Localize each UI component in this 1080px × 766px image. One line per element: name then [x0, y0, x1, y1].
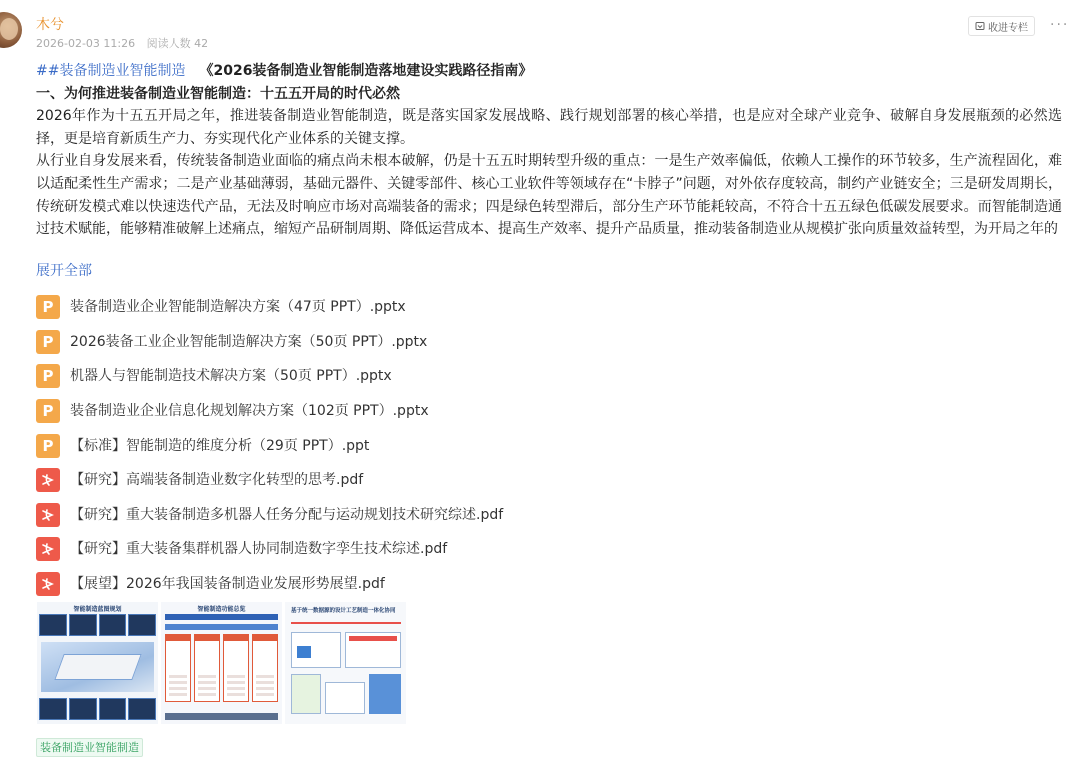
post-title-line	[36, 60, 1062, 83]
hashtag-link[interactable]: ##装备制造业智能制造	[36, 63, 186, 79]
attachment-name[interactable]: 装备制造业企业信息化规划解决方案（102页 PPT）.pptx	[70, 403, 429, 420]
attachment-item[interactable]	[36, 325, 736, 360]
attachment-name[interactable]: 2026装备工业企业智能制造解决方案（50页 PPT）.pptx	[70, 333, 428, 350]
collect-label: 收进专栏	[988, 22, 1028, 34]
attachment-item[interactable]	[36, 498, 736, 533]
image-thumbnail[interactable]	[37, 602, 158, 724]
attachment-name[interactable]: 装备制造业企业智能制造解决方案（47页 PPT）.pptx	[70, 299, 406, 316]
image-thumbnail[interactable]	[285, 602, 406, 724]
attachment-item[interactable]	[36, 428, 736, 463]
attachment-name[interactable]: 机器人与智能制造技术解决方案（50页 PPT）.pptx	[70, 368, 392, 385]
expand-all-link[interactable]: 展开全部	[36, 263, 92, 279]
post-body	[36, 105, 1062, 305]
pdf-file-icon	[36, 572, 60, 596]
section-title: 一、为何推进装备制造业智能制造：十五五开局的时代必然	[36, 85, 400, 102]
attachment-item[interactable]	[36, 532, 736, 567]
avatar[interactable]	[0, 12, 22, 48]
attachment-item[interactable]	[36, 463, 736, 498]
attachment-item[interactable]	[36, 567, 736, 602]
author-name[interactable]: 木兮	[36, 17, 64, 33]
attachment-item[interactable]	[36, 290, 736, 325]
topic-tag[interactable]: 装备制造业智能制造	[36, 738, 143, 757]
image-gallery	[37, 602, 406, 724]
paragraph: 从行业自身发展来看，传统装备制造业面临的痛点尚未根本破解，仍是十五五时期转型升级的重点：一是生产效率偏低，依赖人工操作的环节较多，生产流程固化，难以适配柔性生产需求；二是产业基础薄弱，基础元器件、关键零部件、核心工业软件等领域存在“卡脖子”问题，对外依存度较高，制约产业链安全；三是研发周期长，传统研发模式难以快速迭代产品，无法及时响应市场对高端装备的需求；四是绿色转型滞后，部分生产环节能耗较高，不符合十五五绿色低碳发展要求。而智能制造通过技术赋能，能够精准破解上述痛点，缩短产品研制周期、降低运营成本、提高生产效率、提升产品质量，推动装备制造业从规模扩张向质量效益转型，为开局之年的	[36, 153, 1062, 238]
pdf-file-icon	[36, 503, 60, 527]
post-date: 2026-02-03 11:26	[36, 37, 136, 50]
thumbnail-title: 基于统一数据源的设计工艺制造一体化协同	[291, 608, 396, 614]
ppt-file-icon: P	[36, 434, 60, 458]
attachment-item[interactable]	[36, 394, 736, 429]
attachment-list	[36, 290, 736, 601]
pdf-file-icon	[36, 468, 60, 492]
more-options-icon[interactable]: ···	[1050, 17, 1070, 33]
attachment-name[interactable]: 【展望】2026年我国装备制造业发展形势展望.pdf	[70, 576, 385, 593]
attachment-name[interactable]: 【标准】智能制造的维度分析（29页 PPT）.ppt	[70, 437, 370, 454]
read-count: 阅读人数 42	[146, 37, 209, 50]
attachment-name[interactable]: 【研究】重大装备集群机器人协同制造数字孪生技术综述.pdf	[70, 541, 448, 558]
ppt-file-icon: P	[36, 399, 60, 423]
attachment-name[interactable]: 【研究】重大装备制造多机器人任务分配与运动规划技术研究综述.pdf	[70, 506, 504, 523]
thumbnail-title: 智能制造功能总览	[197, 606, 246, 613]
attachment-item[interactable]	[36, 359, 736, 394]
ppt-file-icon: P	[36, 295, 60, 319]
pdf-file-icon	[36, 537, 60, 561]
ppt-file-icon: P	[36, 364, 60, 388]
factory-illustration	[41, 642, 154, 692]
thumbnail-title: 智能制造蓝图规划	[73, 606, 122, 613]
image-thumbnail[interactable]	[161, 602, 282, 724]
attachment-name[interactable]: 【研究】高端装备制造业数字化转型的思考.pdf	[70, 472, 364, 489]
post-content	[36, 60, 1062, 305]
post-title: 《2026装备制造业智能制造落地建设实践路径指南》	[199, 63, 533, 79]
paragraph: 2026年作为十五五开局之年，推进装备制造业智能制造，既是落实国家发展战略、践行规划部署的核心举措，也是应对全球产业竞争、破解自身发展瓶颈的必然选择，更是培育新质生产力、夯实现代化产业体系的关键支撑。	[36, 108, 1062, 147]
post-meta	[36, 37, 216, 51]
collect-icon	[975, 21, 985, 31]
ppt-file-icon: P	[36, 330, 60, 354]
collect-to-column-button[interactable]	[968, 16, 1035, 36]
